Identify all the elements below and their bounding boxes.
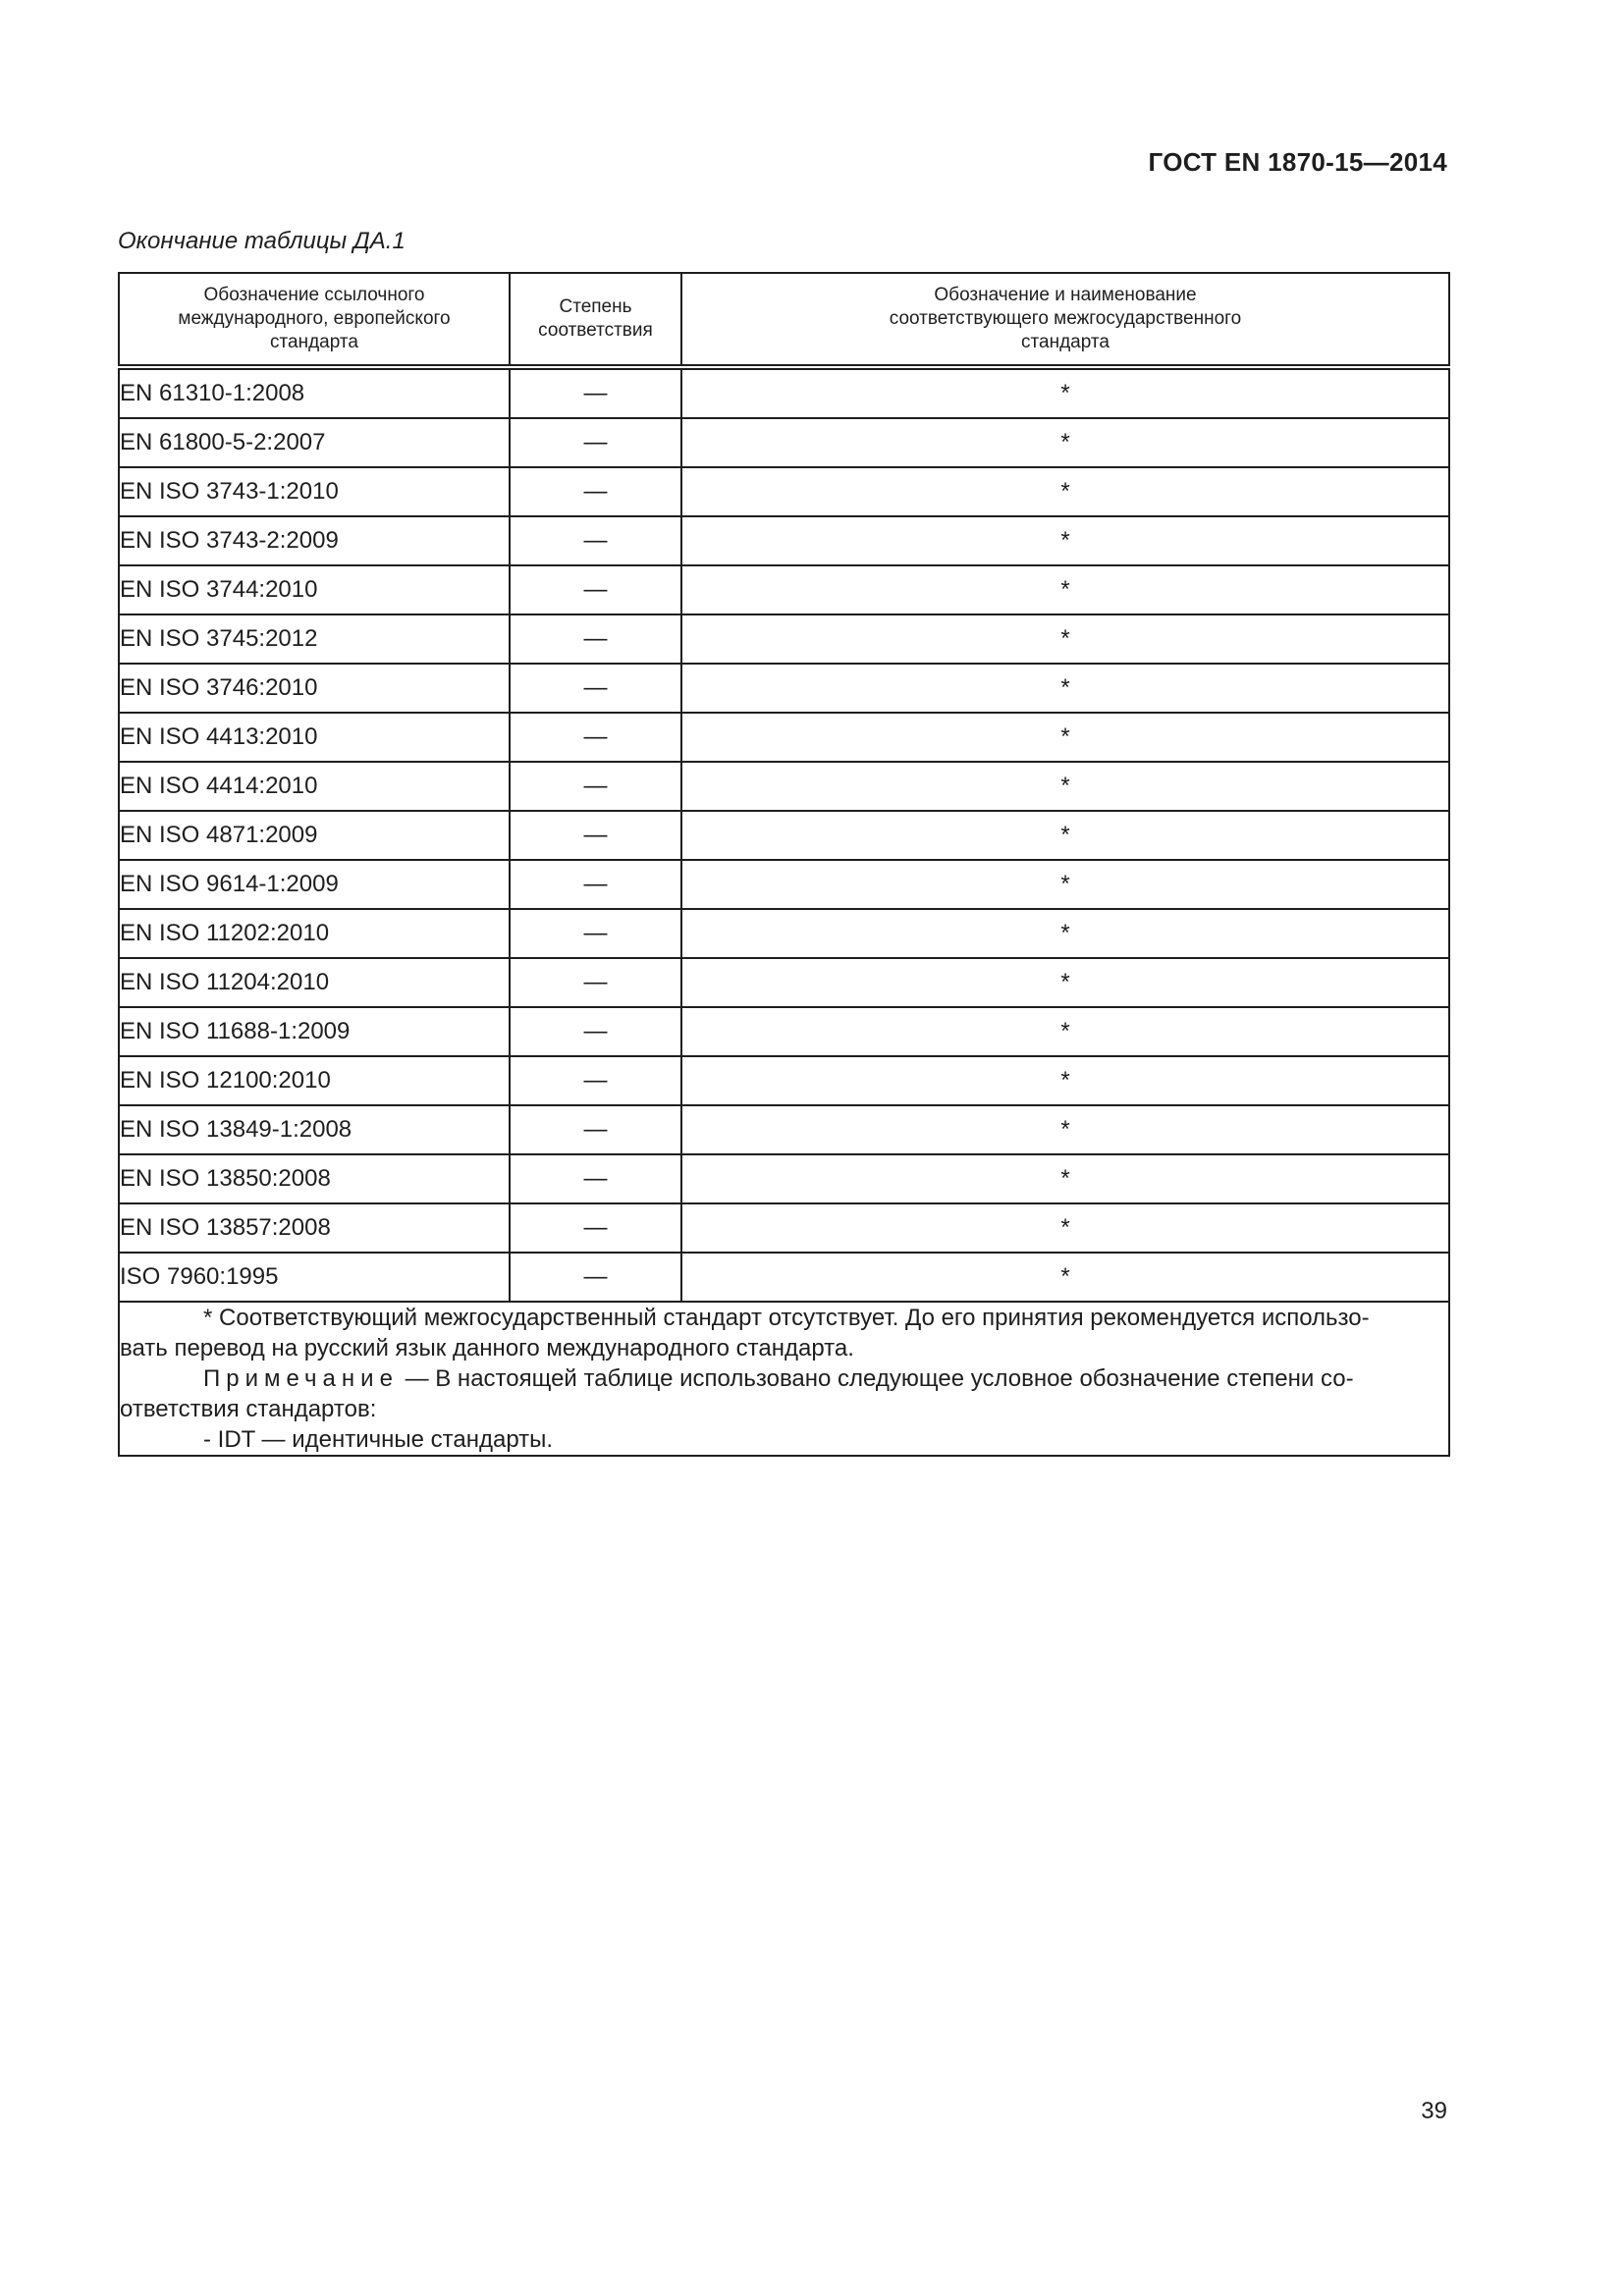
table-row [119,664,1449,713]
table-header-row [119,273,1449,367]
interstate-standard-cell: * [681,1105,1449,1154]
table-row [119,1154,1449,1203]
table-caption: Окончание таблицы ДА.1 [118,228,406,254]
degree-cell: — [510,860,681,909]
table-body [119,367,1449,1456]
interstate-standard-cell: * [681,1056,1449,1105]
reference-standard-cell: EN ISO 11202:2010 [119,909,510,958]
reference-standard-cell: EN ISO 4871:2009 [119,811,510,860]
degree-cell: — [510,516,681,565]
degree-cell: — [510,1056,681,1105]
table-notes-row [119,1302,1449,1456]
reference-standard-cell: EN ISO 3745:2012 [119,614,510,664]
reference-standard-cell: EN ISO 3744:2010 [119,565,510,614]
document-code: ГОСТ EN 1870-15—2014 [1148,147,1447,177]
degree-cell: — [510,958,681,1007]
table-row [119,762,1449,811]
interstate-standard-cell: * [681,1253,1449,1302]
reference-standard-cell: EN ISO 11688-1:2009 [119,1007,510,1056]
table-row [119,367,1449,418]
interstate-standard-cell: * [681,565,1449,614]
table-row [119,860,1449,909]
reference-standard-cell: EN ISO 12100:2010 [119,1056,510,1105]
interstate-standard-cell: * [681,811,1449,860]
interstate-standard-cell: * [681,1007,1449,1056]
table-row [119,713,1449,762]
degree-cell: — [510,367,681,418]
reference-standard-cell: EN ISO 3746:2010 [119,664,510,713]
table-row [119,565,1449,614]
degree-cell: — [510,565,681,614]
reference-standard-cell: EN 61800-5-2:2007 [119,418,510,467]
table-notes [119,1302,1449,1456]
degree-cell: — [510,1105,681,1154]
footnote-line: вать перевод на русский язык данного международного стандарта. [120,1335,854,1362]
column-header-degree: Степень соответствия [510,273,681,367]
reference-standard-cell: EN ISO 3743-2:2009 [119,516,510,565]
table-row [119,811,1449,860]
table-row [119,467,1449,516]
interstate-standard-cell: * [681,909,1449,958]
reference-standard-cell: EN 61310-1:2008 [119,367,510,418]
reference-standard-cell: EN ISO 4413:2010 [119,713,510,762]
table-row [119,1007,1449,1056]
degree-cell: — [510,909,681,958]
degree-cell: — [510,1253,681,1302]
degree-cell: — [510,762,681,811]
interstate-standard-cell: * [681,367,1449,418]
degree-cell: — [510,418,681,467]
reference-standard-cell: EN ISO 13849-1:2008 [119,1105,510,1154]
table-row [119,1203,1449,1253]
reference-standard-cell: EN ISO 13857:2008 [119,1203,510,1253]
page-number: 39 [1421,2098,1447,2124]
interstate-standard-cell: * [681,1154,1449,1203]
degree-cell: — [510,811,681,860]
interstate-standard-cell: * [681,713,1449,762]
column-header-interstate-standard: Обозначение и наименование соответствующего межгосударственного стандарта [681,273,1449,367]
table-row [119,1105,1449,1154]
interstate-standard-cell: * [681,860,1449,909]
table-row [119,909,1449,958]
reference-standard-cell: EN ISO 3743-1:2010 [119,467,510,516]
table-row [119,1056,1449,1105]
reference-standard-cell: EN ISO 13850:2008 [119,1154,510,1203]
interstate-standard-cell: * [681,664,1449,713]
reference-standard-cell: EN ISO 9614-1:2009 [119,860,510,909]
table-row [119,418,1449,467]
note-line: ответствия стандартов: [120,1396,377,1422]
interstate-standard-cell: * [681,614,1449,664]
table-row [119,958,1449,1007]
note-line [120,1363,1448,1394]
column-header-reference-standard: Обозначение ссылочного международного, европейского стандарта [119,273,510,367]
interstate-standard-cell: * [681,418,1449,467]
degree-cell: — [510,713,681,762]
interstate-standard-cell: * [681,958,1449,1007]
table-row [119,614,1449,664]
idt-definition: - IDT — идентичные стандарты. [203,1426,554,1453]
standards-table [118,272,1450,1457]
interstate-standard-cell: * [681,1203,1449,1253]
table-row [119,516,1449,565]
note-text: — В настоящей таблице использовано следующее условное обозначение степени со- [398,1365,1354,1392]
reference-standard-cell: EN ISO 11204:2010 [119,958,510,1007]
reference-standard-cell: EN ISO 4414:2010 [119,762,510,811]
interstate-standard-cell: * [681,516,1449,565]
degree-cell: — [510,664,681,713]
reference-standard-cell: ISO 7960:1995 [119,1253,510,1302]
degree-cell: — [510,467,681,516]
interstate-standard-cell: * [681,467,1449,516]
degree-cell: — [510,1203,681,1253]
table-row [119,1253,1449,1302]
interstate-standard-cell: * [681,762,1449,811]
degree-cell: — [510,1154,681,1203]
degree-cell: — [510,614,681,664]
note-label: Примечание [203,1365,399,1392]
footnote-line: * Соответствующий межгосударственный стандарт отсутствует. До его принятия рекомендуется использо- [203,1305,1370,1331]
degree-cell: — [510,1007,681,1056]
